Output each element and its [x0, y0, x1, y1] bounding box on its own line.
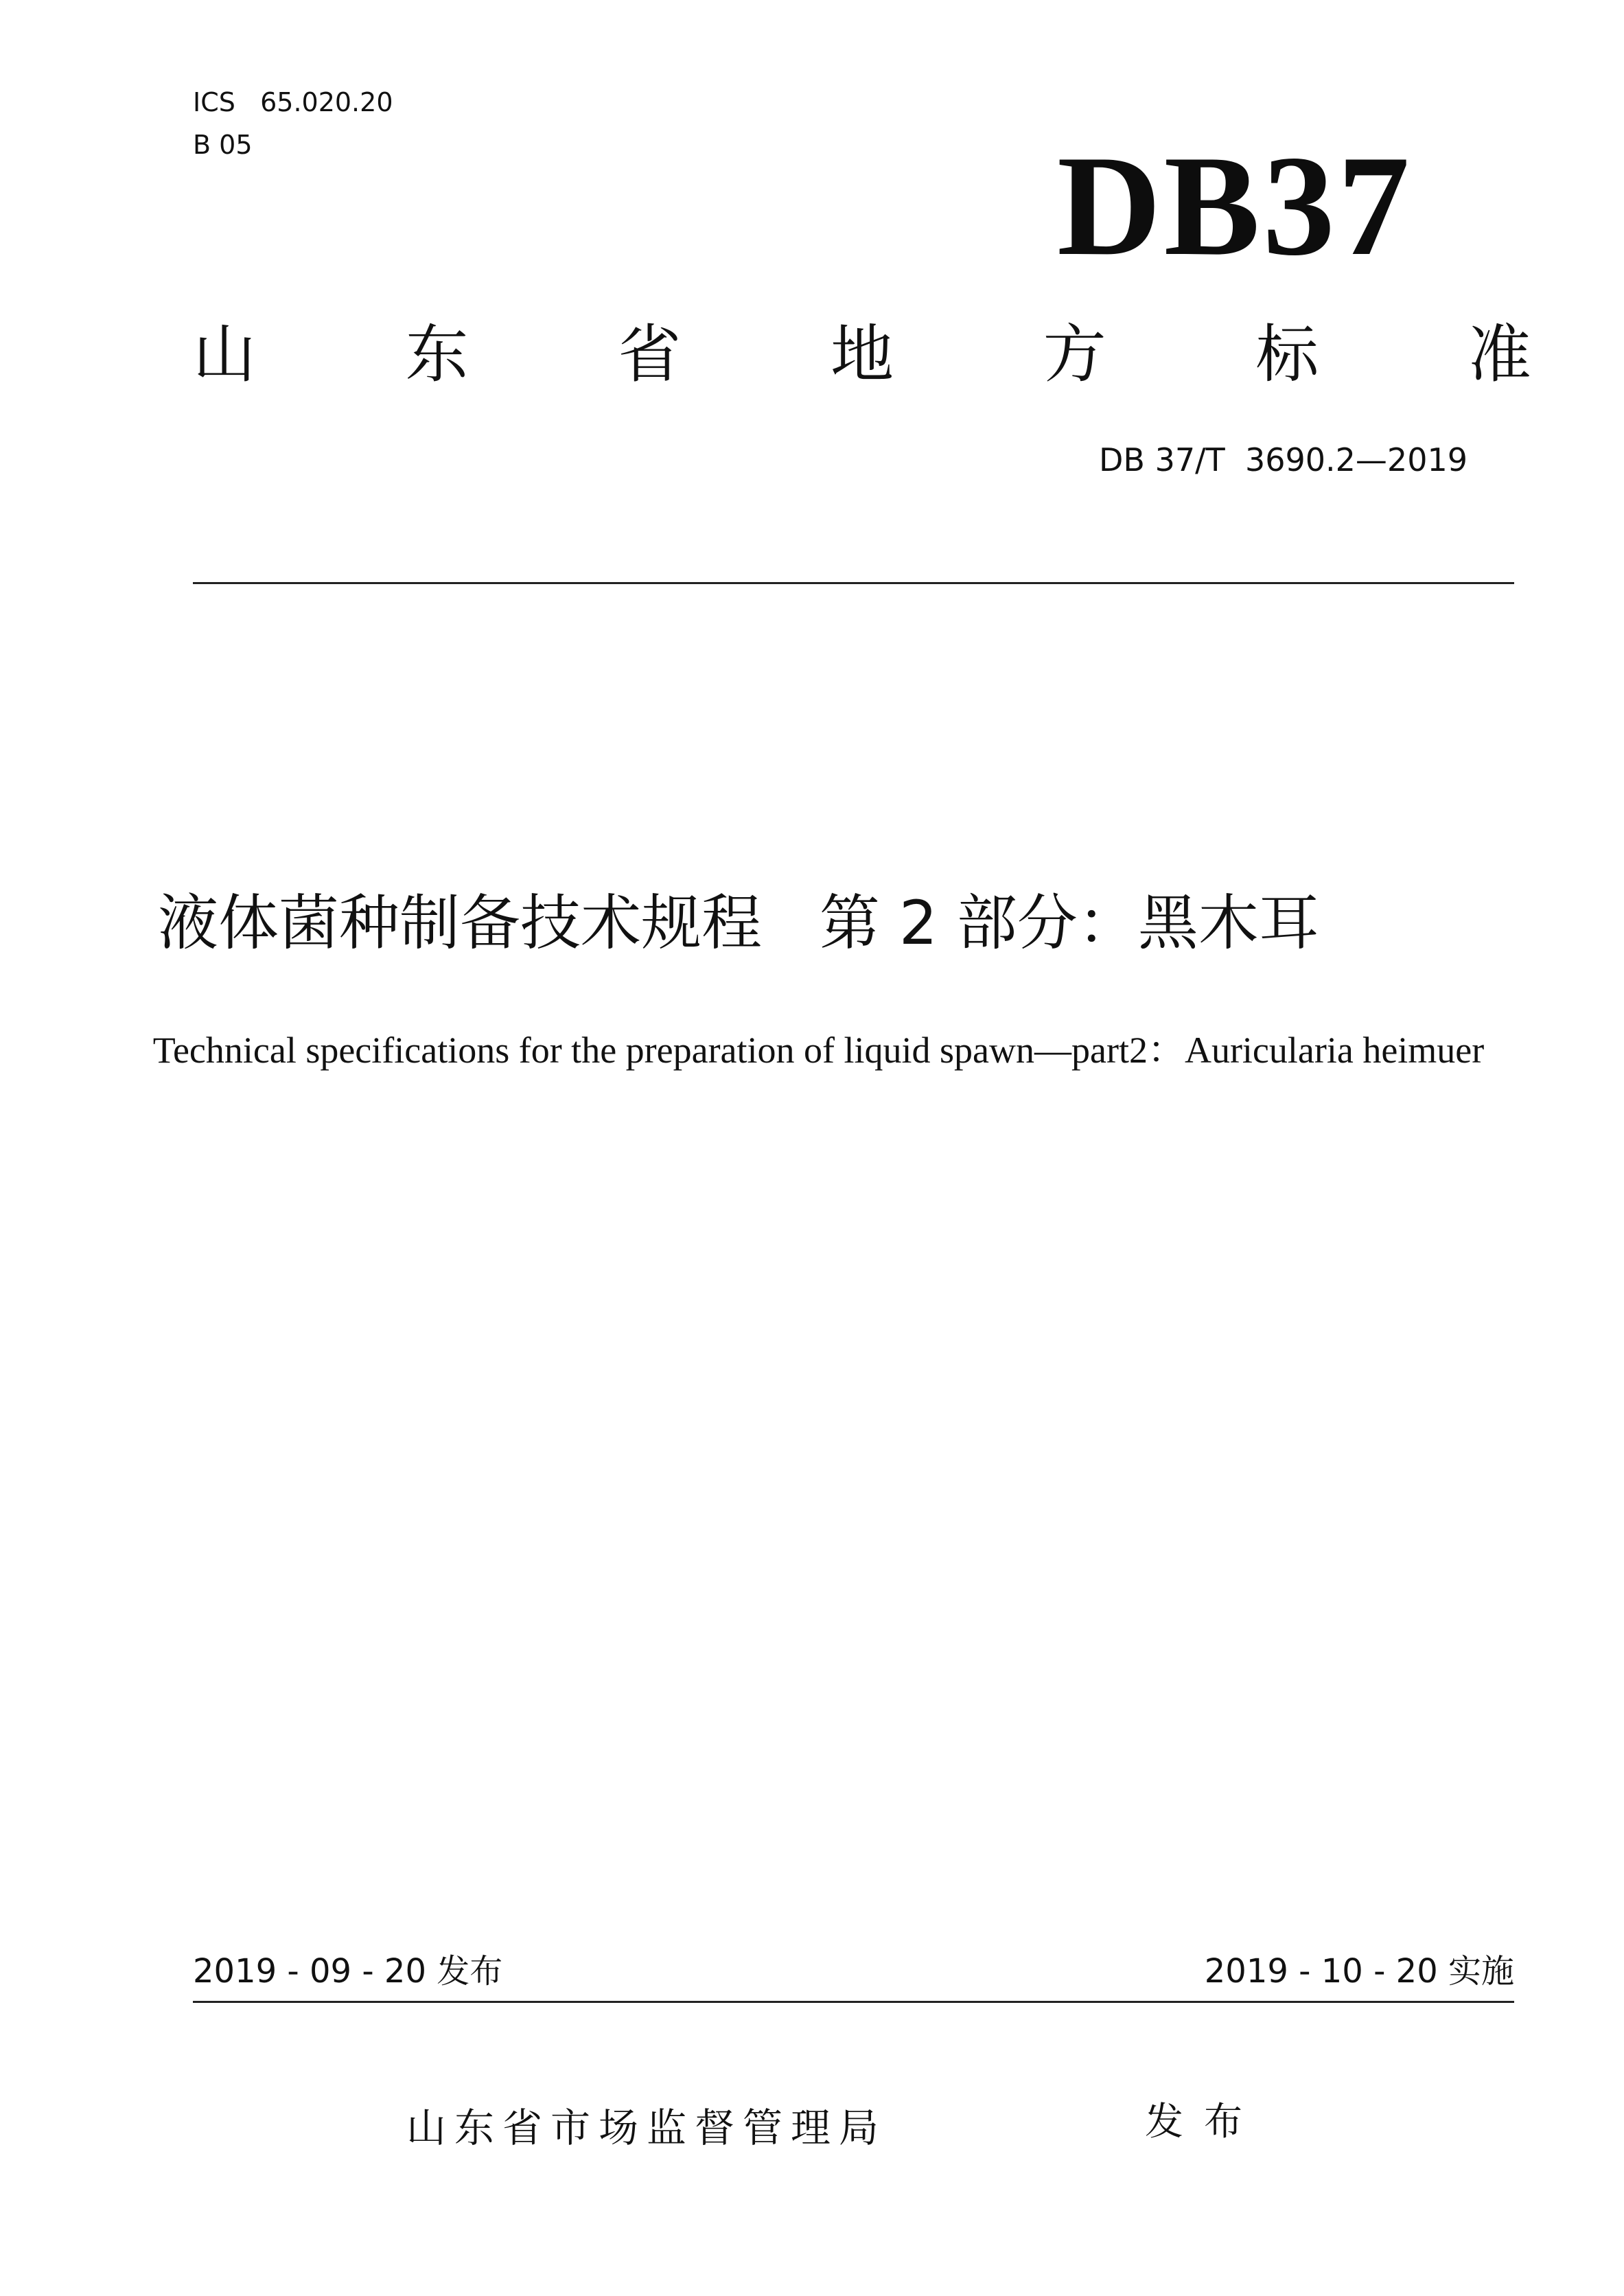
document-title-english: Technical specifications for the preparation of liquid spawn—part2：Auricularia heimuer	[152, 1030, 1485, 1071]
issue-date: 2019 - 09 - 20 发布	[193, 1952, 503, 1991]
standard-type-char: 东	[405, 318, 469, 391]
ccs-code: B 05	[193, 130, 253, 160]
publisher-name: 山东省市场监督管理局	[406, 2104, 888, 2151]
document-title-chinese: 液体菌种制备技术规程 第 2 部分：黑木耳	[158, 888, 1319, 958]
implementation-date: 2019 - 10 - 20 实施	[1204, 1952, 1514, 1991]
classification-codes	[193, 81, 393, 166]
standard-logo: DB37	[1057, 126, 1413, 286]
publish-label: 发布	[1145, 2100, 1263, 2144]
top-divider	[193, 582, 1514, 584]
standard-type-char: 地	[830, 318, 894, 391]
standard-type-char: 准	[1468, 318, 1531, 391]
standard-type-char: 方	[1043, 318, 1106, 391]
ics-code: ICS 65.020.20	[193, 87, 393, 117]
standard-type-char: 省	[618, 318, 682, 391]
bottom-divider	[193, 2001, 1514, 2003]
standard-type	[193, 317, 1531, 393]
standard-number: DB 37/T 3690.2—2019	[1099, 441, 1468, 478]
standard-type-char: 标	[1255, 318, 1319, 391]
standard-type-char: 山	[193, 318, 257, 391]
